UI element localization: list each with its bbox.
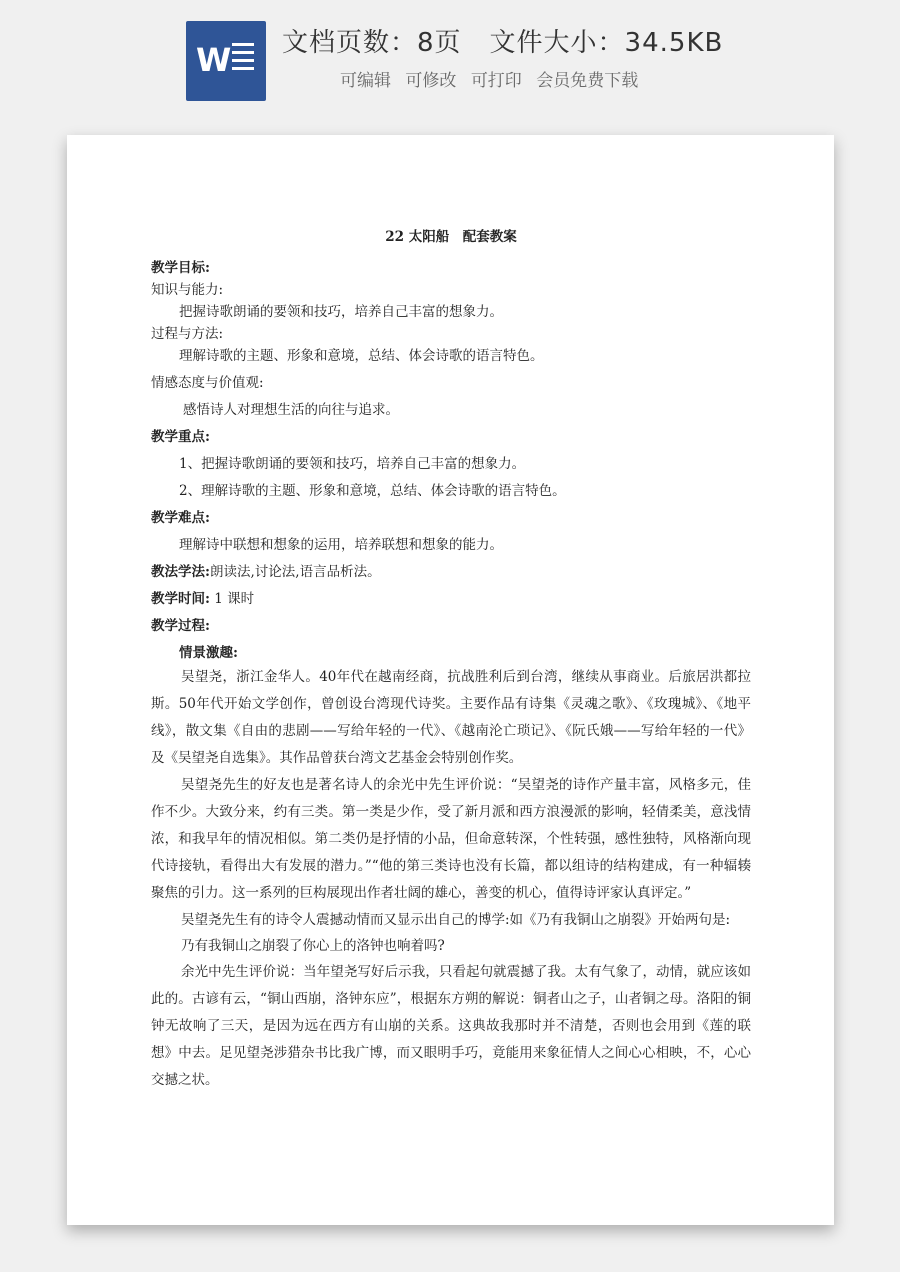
tag-editable: 可编辑 bbox=[340, 71, 391, 91]
tag-printable: 可打印 bbox=[470, 71, 522, 91]
difficulty-text: 理解诗中联想和想象的运用，培养联想和想象的能力。 bbox=[179, 537, 503, 553]
key-point-2: 2、理解诗歌的主题、形象和意境，总结、体会诗歌的语言特色。 bbox=[179, 483, 566, 499]
tag-free-download: 会员免费下载 bbox=[536, 71, 639, 91]
feature-tags bbox=[340, 66, 647, 91]
paragraph-author-bio: 吴望尧，浙江金华人。40年代在越南经商，抗战胜利后到台湾，继续从事商业。后旅居洪都拉斯。50年代开始文学创作，曾创设台湾现代诗奖。主要作品有诗集《灵魂之歌》、《玫瑰城》、《地平线》，散文集《自由的悲剧——写给年轻的一代》、《越南沦亡琐记》、《阮氏娥——写给年轻的一代》及《吴望尧自选集》。其作品曾获台湾文艺基金会特别创作奖。 bbox=[151, 669, 751, 766]
page-count: 文档页数：8页 bbox=[282, 28, 462, 58]
word-doc-icon bbox=[186, 21, 266, 101]
paragraph-commentary: 余光中先生评价说：当年望尧写好后示我，只看起句就震撼了我。太有气象了，动情，就应该如此的。古谚有云，“铜山西崩，洛钟东应”，根据东方朔的解说：铜者山之子，山者铜之母。洛阳的铜钟无故响了三天，是因为远在西方有山崩的关系。这典故我那时并不清楚，否则也会用到《莲的联想》中去。足见望尧涉猎杂书比我广博，而又眼明手巧，竟能用来象征情人之间心心相映，不，心心交撼之状。 bbox=[151, 964, 751, 1088]
method-text: 朗读法,讨论法,语言品析法。 bbox=[209, 564, 381, 580]
document-content bbox=[151, 219, 751, 1094]
method-line bbox=[151, 561, 751, 583]
word-icon-lines bbox=[232, 43, 254, 79]
time-text: 1 课时 bbox=[214, 591, 255, 607]
key-points-heading: 教学重点: bbox=[151, 429, 210, 445]
emotion-label: 情感态度与价值观: bbox=[151, 375, 264, 391]
tag-modifiable: 可修改 bbox=[405, 71, 457, 91]
goals-heading: 教学目标: bbox=[151, 260, 210, 276]
document-page bbox=[67, 135, 834, 1225]
file-info bbox=[282, 22, 723, 59]
paragraph-poem-intro: 吴望尧先生有的诗令人震撼动情而又显示出自己的博学:如《乃有我铜山之崩裂》开始两句是: bbox=[181, 912, 731, 928]
time-heading: 教学时间: bbox=[151, 591, 210, 607]
method-heading: 教法学法: bbox=[151, 564, 210, 580]
difficulty-heading: 教学难点: bbox=[151, 510, 210, 526]
file-size: 文件大小：34.5KB bbox=[489, 28, 724, 58]
knowledge-label: 知识与能力: bbox=[151, 282, 224, 298]
word-icon-letter: W bbox=[196, 41, 232, 79]
process-heading: 教学过程: bbox=[151, 618, 210, 634]
download-header bbox=[0, 0, 900, 120]
process-method-text: 理解诗歌的主题、形象和意境，总结、体会诗歌的语言特色。 bbox=[179, 348, 544, 364]
key-point-1: 1、把握诗歌朗诵的要领和技巧，培养自己丰富的想象力。 bbox=[179, 456, 526, 472]
intro-heading: 情景激趣: bbox=[179, 645, 238, 661]
emotion-text: 感悟诗人对理想生活的向往与追求。 bbox=[183, 402, 399, 418]
knowledge-text: 把握诗歌朗诵的要领和技巧，培养自己丰富的想象力。 bbox=[179, 304, 503, 320]
paragraph-review: 吴望尧先生的好友也是著名诗人的余光中先生评价说：“吴望尧的诗作产量丰富，风格多元，佳作不少。大致分来，约有三类。第一类是少作，受了新月派和西方浪漫派的影响，轻倩柔美，意浅情浓，和我早年的情况相似。第二类仍是抒情的小品，但命意转深，个性转强，感性独特，风格渐向现代诗接轨，看得出大有发展的潜力。”“他的第三类诗也没有长篇，都以组诗的结构建成，有一种辐辏聚焦的引力。这一系列的巨构展现出作者壮阔的雄心，善变的机心，值得诗评家认真评定。” bbox=[151, 777, 751, 901]
process-method-label: 过程与方法: bbox=[151, 326, 224, 342]
document-title: 22 太阳船 配套教案 bbox=[385, 229, 517, 245]
paragraph-poem-line: 乃有我铜山之崩裂了你心上的洛钟也响着吗? bbox=[181, 938, 445, 954]
time-line bbox=[151, 588, 751, 610]
